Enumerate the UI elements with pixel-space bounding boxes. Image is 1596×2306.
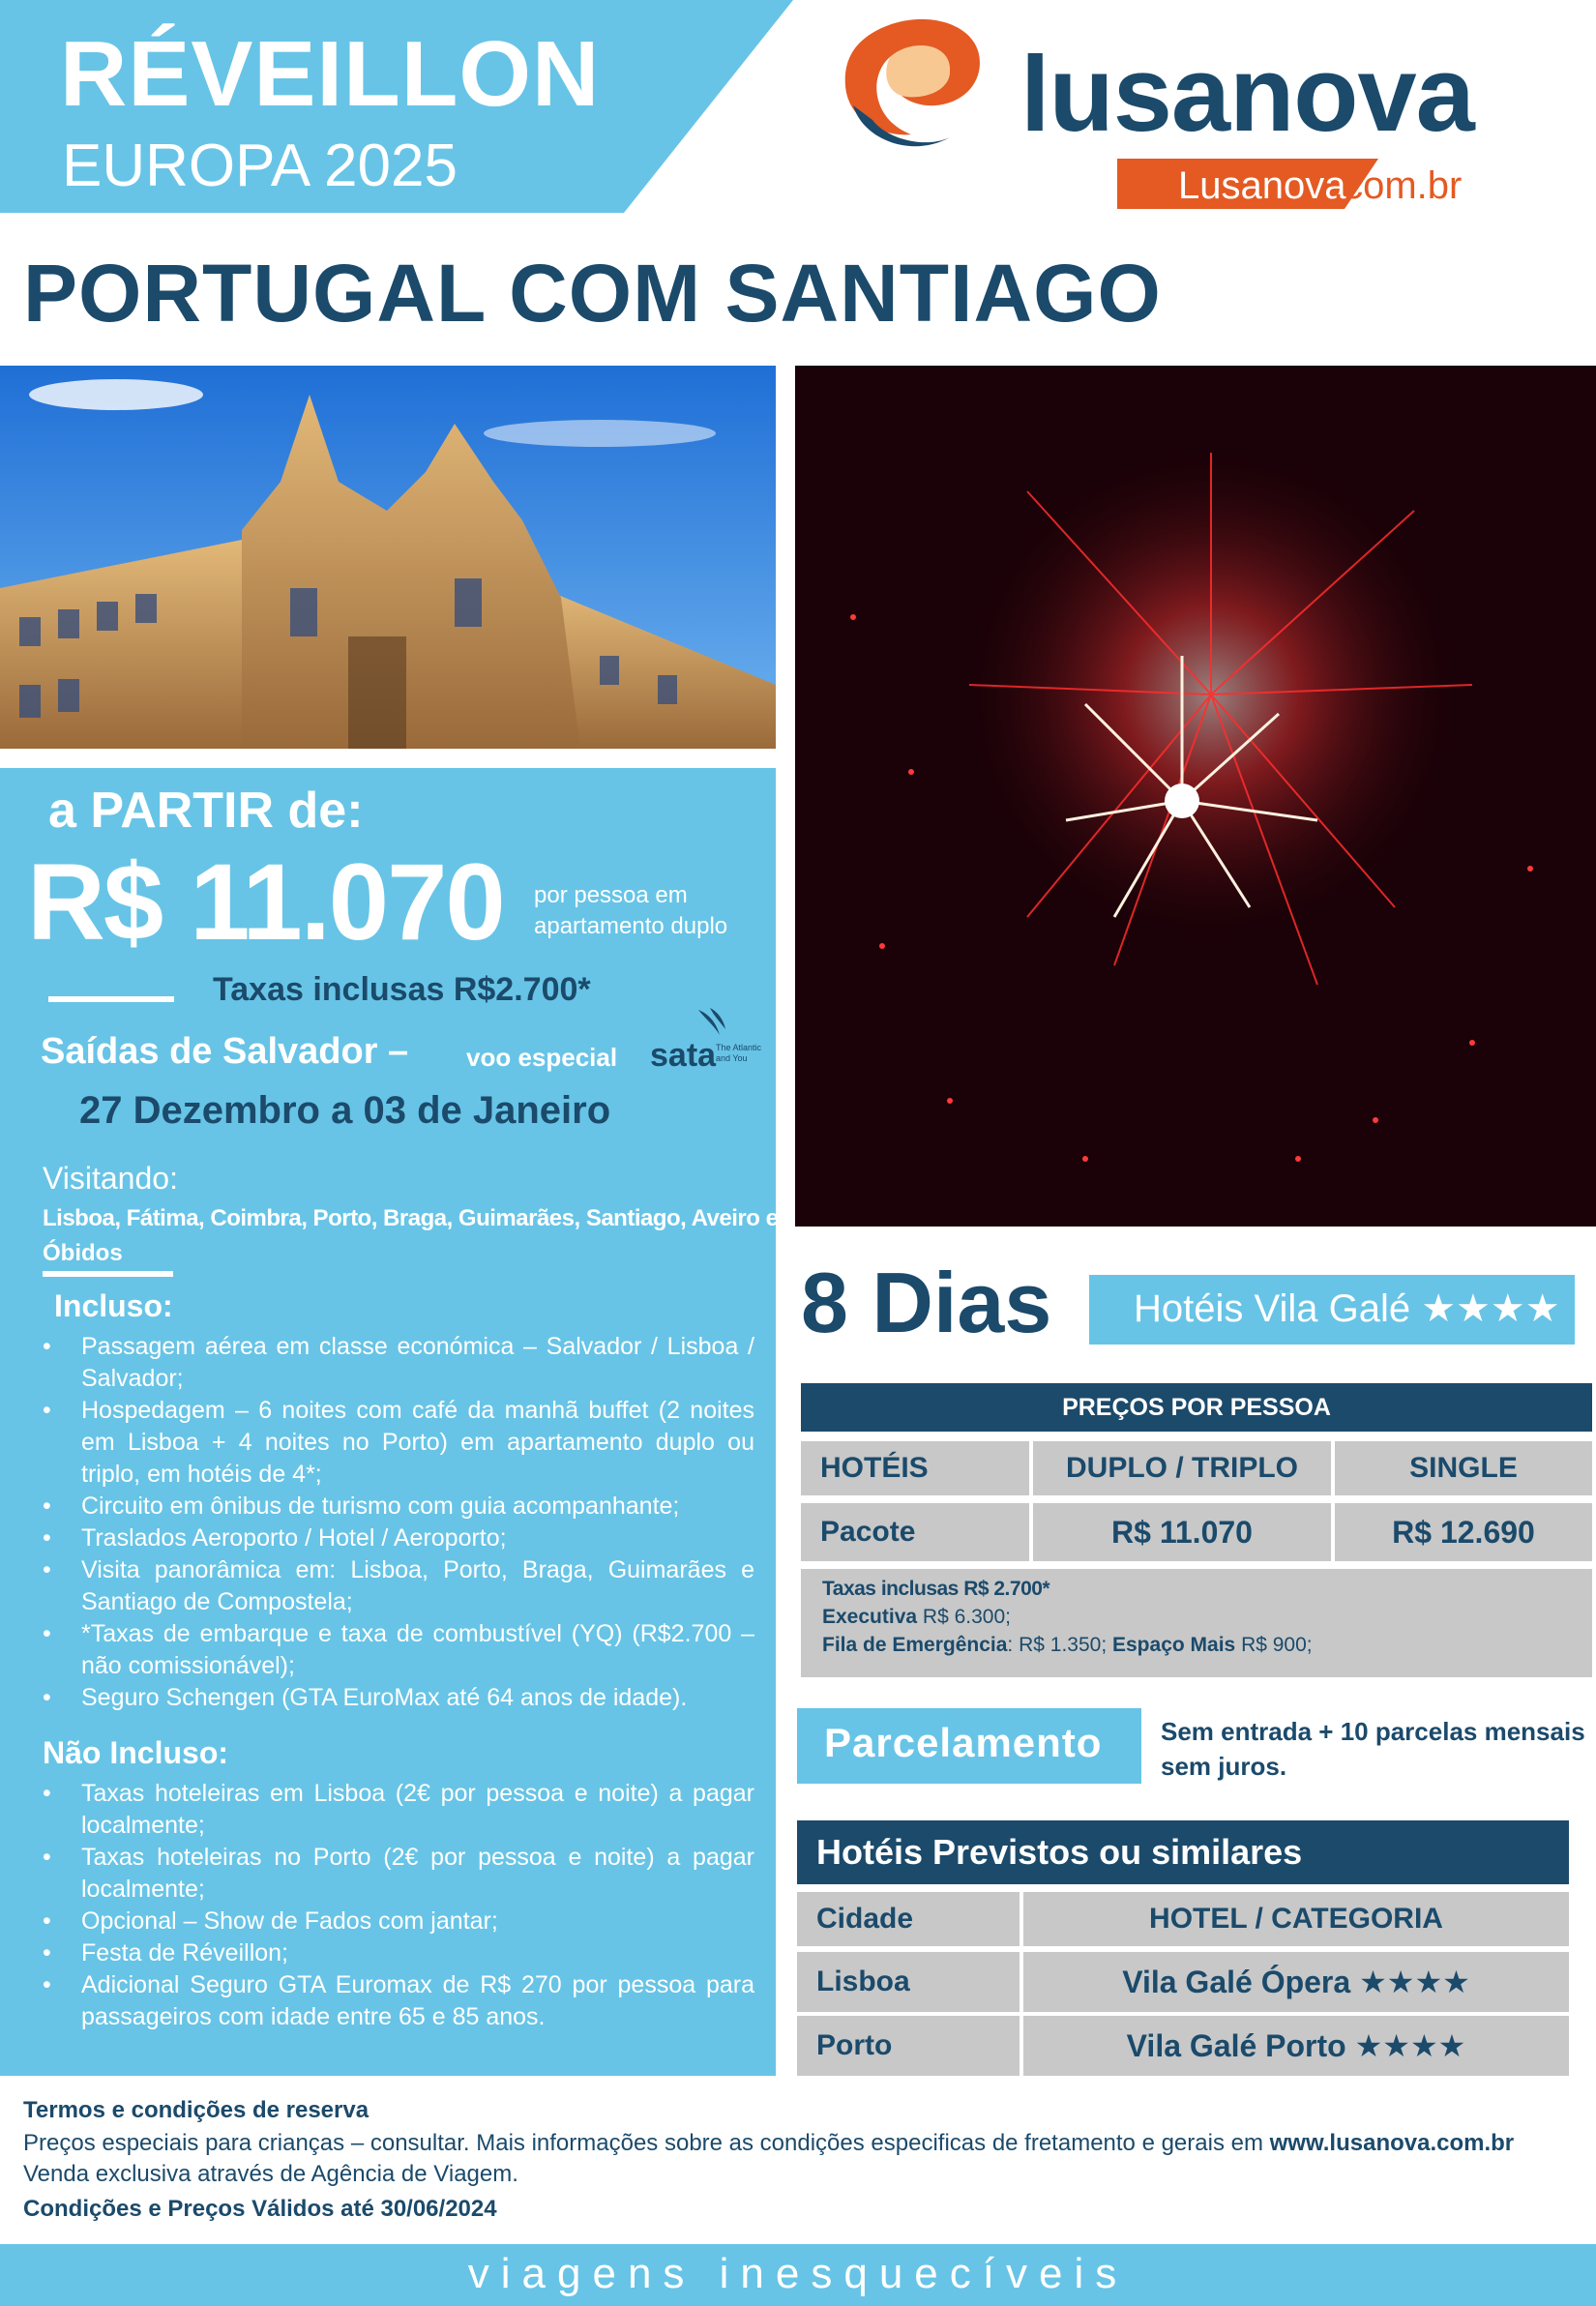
- terms-link[interactable]: www.lusanova.com.br: [1269, 2130, 1515, 2156]
- terms-validity: Condições e Preços Válidos até 30/06/2024: [23, 2196, 497, 2222]
- note-emergency-value: : R$ 1.350;: [1007, 1634, 1108, 1656]
- hotels-col-hotel: HOTEL / CATEGORIA: [1023, 1892, 1569, 1946]
- list-item: • Traslados Aeroporto / Hotel / Aeroporto;: [43, 1523, 754, 1554]
- price-double: R$ 11.070: [1033, 1503, 1331, 1561]
- terms-line1-text: Preços especiais para crianças – consultar. Mais informações sobre as condições especificas de fretamento e gerais em: [23, 2130, 1263, 2156]
- departure-city: Saídas de Salvador –: [41, 1031, 409, 1072]
- special-flight: voo especial: [466, 1043, 618, 1072]
- list-item: • *Taxas de embarque e taxa de combustível (YQ) (R$2.700 – não comissionável);: [43, 1618, 754, 1682]
- installments-label: Parcelamento: [824, 1720, 1103, 1765]
- list-item: • Taxas hoteleiras em Lisboa (2€ por pessoa e noite) a pagar localmente;: [43, 1778, 754, 1842]
- list-item: • Passagem aérea em classe económica – Salvador / Lisboa / Salvador;: [43, 1331, 754, 1395]
- list-item: • Taxas hoteleiras no Porto (2€ por pessoa e noite) a pagar localmente;: [43, 1842, 754, 1906]
- hotels-row-city: Porto: [797, 2016, 1020, 2076]
- airline-logo: sata: [650, 1037, 717, 1074]
- hotels-badge-text: Hotéis Vila Galé ★★★★: [1134, 1287, 1560, 1330]
- brand-url-tld[interactable]: .com.br: [1333, 164, 1463, 207]
- note-executive-value: R$ 6.300;: [922, 1606, 1011, 1628]
- installments-desc-line2: sem juros.: [1161, 1752, 1287, 1781]
- divider: [43, 1271, 173, 1277]
- lusanova-logo-icon: [834, 14, 1000, 159]
- price-row-label: Pacote: [801, 1503, 1029, 1561]
- headline-price: R$ 11.070: [27, 842, 504, 962]
- list-item: • Hospedagem – 6 noites com café da manhã buffet (2 noites em Lisboa + 4 noites no Porto) em apartamento duplo ou triplo, em hotéis de 4*;: [43, 1395, 754, 1491]
- list-item: • Circuito em ônibus de turismo com guia acompanhante;: [43, 1491, 754, 1523]
- visiting-heading: Visitando:: [43, 1161, 178, 1196]
- note-taxes: Taxas inclusas R$ 2.700*: [822, 1578, 1050, 1600]
- header-title: RÉVEILLON: [60, 22, 601, 126]
- terms-line1: [23, 2130, 1514, 2157]
- airline-tagline: The Atlantic and You: [716, 1043, 762, 1063]
- not-included-heading: Não Incluso:: [43, 1735, 229, 1770]
- sata-bird-icon: [695, 1006, 729, 1039]
- trip-duration: 8 Dias: [801, 1255, 1052, 1350]
- footer-tagline: viagens inesquecíveis: [467, 2250, 1129, 2297]
- hotels-row-hotel: Vila Galé Porto ★★★★: [1023, 2016, 1569, 2076]
- page-title: PORTUGAL COM SANTIAGO: [23, 248, 1162, 339]
- not-included-list: [43, 1778, 754, 2033]
- note-space-value: R$ 900;: [1241, 1634, 1313, 1656]
- taxes-included: Taxas inclusas R$2.700*: [213, 971, 591, 1008]
- price-col-single: SINGLE: [1335, 1441, 1592, 1495]
- installments-description: [1161, 1714, 1586, 1784]
- list-item: • Adicional Seguro GTA Euromax de R$ 270 por pessoa para passageiros com idade entre 65 e 85 anos.: [43, 1969, 754, 2033]
- list-item: • Seguro Schengen (GTA EuroMax até 64 anos de idade).: [43, 1682, 754, 1714]
- visiting-places-line2: Óbidos: [43, 1240, 123, 1266]
- note-emergency-label: Fila de Emergência: [822, 1634, 1008, 1656]
- terms-heading: Termos e condições de reserva: [23, 2097, 369, 2123]
- hotels-row-city: Lisboa: [797, 1952, 1020, 2012]
- header-subtitle: EUROPA 2025: [62, 133, 458, 199]
- from-label: a PARTIR de:: [48, 783, 364, 839]
- brand-url-main[interactable]: Lusanova: [1178, 164, 1346, 207]
- hotels-row-hotel: Vila Galé Ópera ★★★★: [1023, 1952, 1569, 2012]
- price-col-double: DUPLO / TRIPLO: [1033, 1441, 1331, 1495]
- brand-name: lusanova: [1020, 35, 1474, 154]
- terms-line2: Venda exclusiva através de Agência de Viagem.: [23, 2161, 518, 2187]
- price-note-line2: apartamento duplo: [534, 913, 728, 939]
- installments-desc-line1: Sem entrada + 10 parcelas mensais: [1161, 1717, 1585, 1746]
- included-heading: Incluso:: [54, 1288, 173, 1323]
- price-note-line1: por pessoa em: [534, 882, 688, 908]
- price-notes: [801, 1569, 1592, 1677]
- hotels-col-city: Cidade: [797, 1892, 1020, 1946]
- list-item: • Visita panorâmica em: Lisboa, Porto, Braga, Guimarães e Santiago de Compostela;: [43, 1554, 754, 1618]
- list-item: • Opcional – Show de Fados com jantar;: [43, 1906, 754, 1937]
- hotels-table-heading: Hotéis Previstos ou similares: [816, 1832, 1303, 1872]
- list-item: • Festa de Réveillon;: [43, 1937, 754, 1969]
- divider: [48, 996, 174, 1002]
- price-col-hotels: HOTÉIS: [801, 1441, 1029, 1495]
- price-single: R$ 12.690: [1335, 1503, 1592, 1561]
- note-space-label: Espaço Mais: [1112, 1634, 1236, 1656]
- santiago-cathedral-photo: [0, 366, 776, 749]
- visiting-places-line1: Lisboa, Fátima, Coimbra, Porto, Braga, Guimarães, Santiago, Aveiro e: [43, 1205, 779, 1231]
- note-executive-label: Executiva: [822, 1606, 918, 1628]
- price-table-heading: PREÇOS POR PESSOA: [801, 1383, 1592, 1432]
- fireworks-photo: [795, 366, 1596, 1227]
- included-list: [43, 1331, 754, 1714]
- travel-dates: 27 Dezembro a 03 de Janeiro: [79, 1089, 611, 1132]
